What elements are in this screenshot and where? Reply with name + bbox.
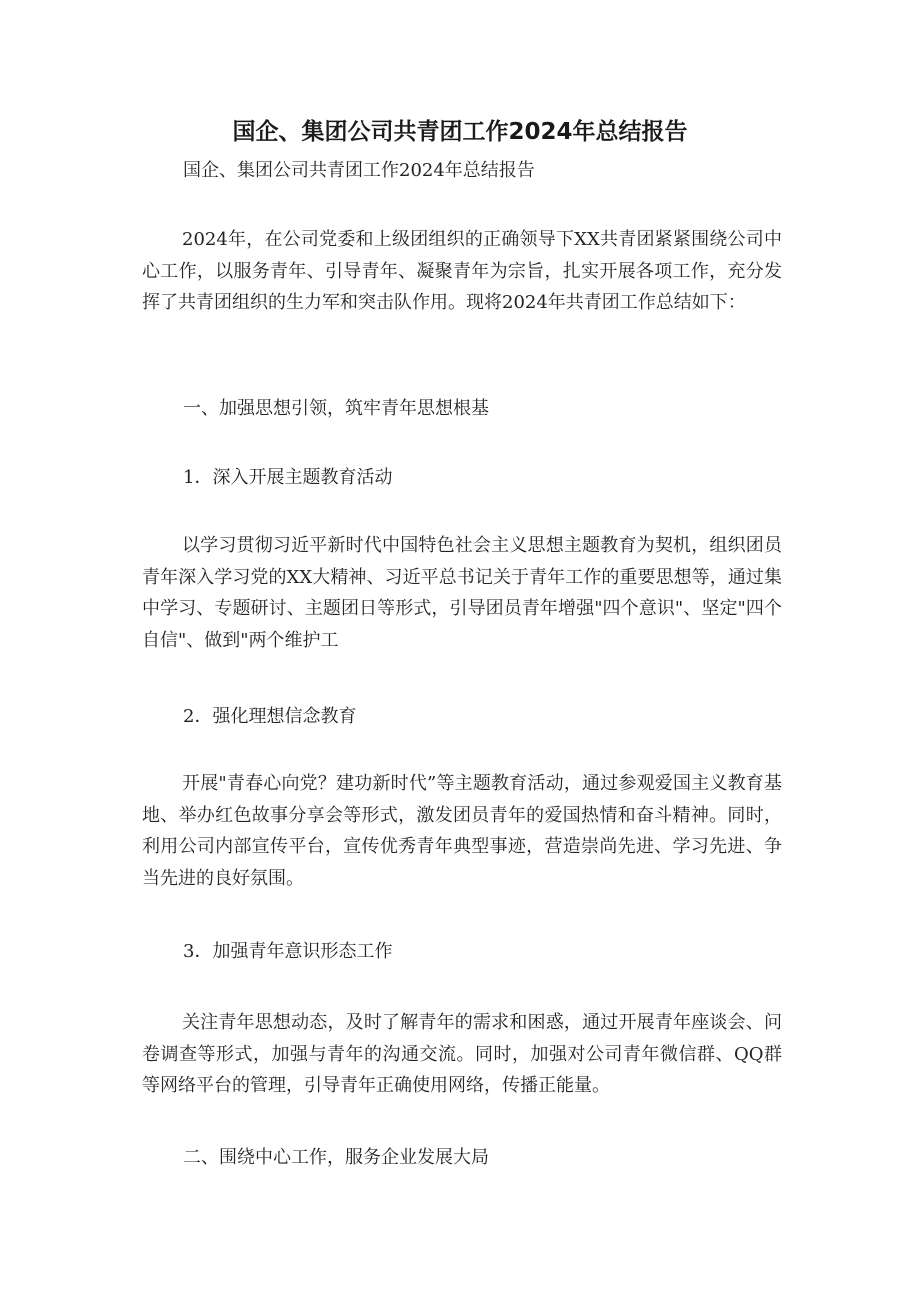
item-2-heading: 2．强化理想信念教育 <box>183 706 357 727</box>
item-3-paragraph: 关注青年思想动态，及时了解青年的需求和困惑，通过开展青年座谈会、问卷调查等形式，加强与青年的沟通交流。同时，加强对公司青年微信群、QQ群等网络平台的管理，引导青年正确使用网络，传播正能量。 <box>142 1012 782 1096</box>
document-title: 国企、集团公司共青团工作2024年总结报告 <box>232 119 688 145</box>
item-1-paragraph: 以学习贯彻习近平新时代中国特色社会主义思想主题教育为契机，组织团员青年深入学习党的XX大精神、习近平总书记关于青年工作的重要思想等，通过集中学习、专题研讨、主题团日等形式，引导团员青年增强"四个意识"、坚定"四个自信"、做到"两个维护工 <box>142 535 782 651</box>
section-1-heading: 一、加强思想引领，筑牢青年思想根基 <box>183 398 489 419</box>
intro-paragraph: 2024年，在公司党委和上级团组织的正确领导下XX共青团紧紧围绕公司中心工作，以服务青年、引导青年、凝聚青年为宗旨，扎实开展各项工作，充分发挥了共青团组织的生力军和突击队作用。现将2024年共青团工作总结如下： <box>142 229 782 313</box>
item-1-heading: 1．深入开展主题教育活动 <box>183 467 393 488</box>
item-2-paragraph: 开展"青春心向党？建功新时代”等主题教育活动，通过参观爱国主义教育基地、举办红色故事分享会等形式，激发团员青年的爱国热情和奋斗精神。同时，利用公司内部宣传平台，宣传优秀青年典型事迹，营造崇尚先进、学习先进、争当先进的良好氛围。 <box>142 773 782 889</box>
section-2-heading: 二、围绕中心工作，服务企业发展大局 <box>183 1147 489 1168</box>
item-3-heading: 3．加强青年意识形态工作 <box>183 941 393 962</box>
document-subtitle: 国企、集团公司共青团工作2024年总结报告 <box>183 160 535 181</box>
